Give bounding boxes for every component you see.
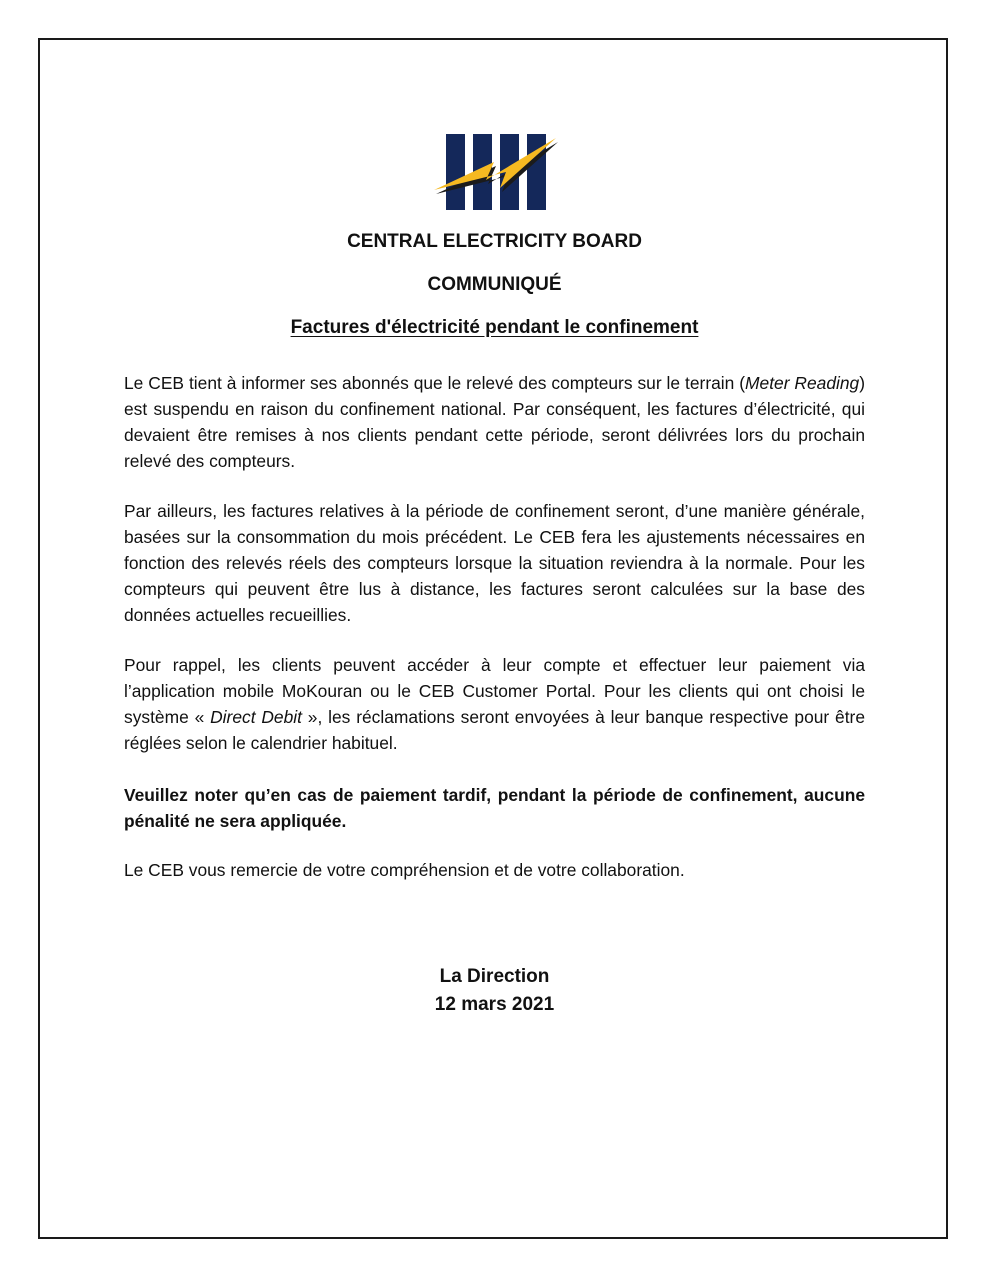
p1-text-b: ) est suspendu en raison du confinement national. Par conséquent, les factures d’électricité, qui devaient être remises à nos clients pendant cette période, seront délivrées lors du prochain relevé des compteurs. <box>124 373 865 471</box>
paragraph-payment-options <box>124 652 865 756</box>
p3-italic-term: Direct Debit <box>210 707 302 727</box>
paragraph-no-penalty-notice: Veuillez noter qu’en cas de paiement tardif, pendant la période de confinement, aucune pénalité ne sera appliquée. <box>124 785 865 831</box>
p3-text-a: Pour rappel, les clients peuvent accéder à leur compte et effectuer leur paiement via l’application mobile MoKouran ou le CEB Customer Portal. Pour les clients qui ont choisi le système « <box>124 655 865 727</box>
ceb-lightning-logo-icon <box>430 132 558 212</box>
p1-text-a: Le CEB tient à informer ses abonnés que le relevé des compteurs sur le terrain ( <box>124 373 746 393</box>
paragraph-meter-reading <box>124 370 865 474</box>
signature-date: 12 mars 2021 <box>434 994 555 1015</box>
p1-italic-term: Meter Reading <box>745 373 860 393</box>
p3-text-b: », les réclamations seront envoyées à leur banque respective pour être réglées selon le calendrier habituel. <box>124 707 866 753</box>
signatory: La Direction <box>439 966 550 987</box>
subject-heading <box>0 316 989 340</box>
paragraph-billing-basis: Par ailleurs, les factures relatives à la période de confinement seront, d’une manière générale, basées sur la consommation du mois précédent. Le CEB fera les ajustements nécessaires en fonction des relevés réels des compteurs lorsque la situation reviendra à la normale. Pour les compteurs qui peuvent être lus à distance, les factures seront calculées sur la base des données actuelles recueillies. <box>124 501 865 625</box>
subject-text: Factures d'électricité pendant le confinement <box>290 317 699 338</box>
organization-name: CENTRAL ELECTRICITY BOARD <box>347 231 642 252</box>
paragraph-thanks: Le CEB vous remercie de votre compréhension et de votre collaboration. <box>124 860 685 880</box>
page-border <box>38 38 948 1239</box>
document-type: COMMUNIQUÉ <box>427 274 562 295</box>
